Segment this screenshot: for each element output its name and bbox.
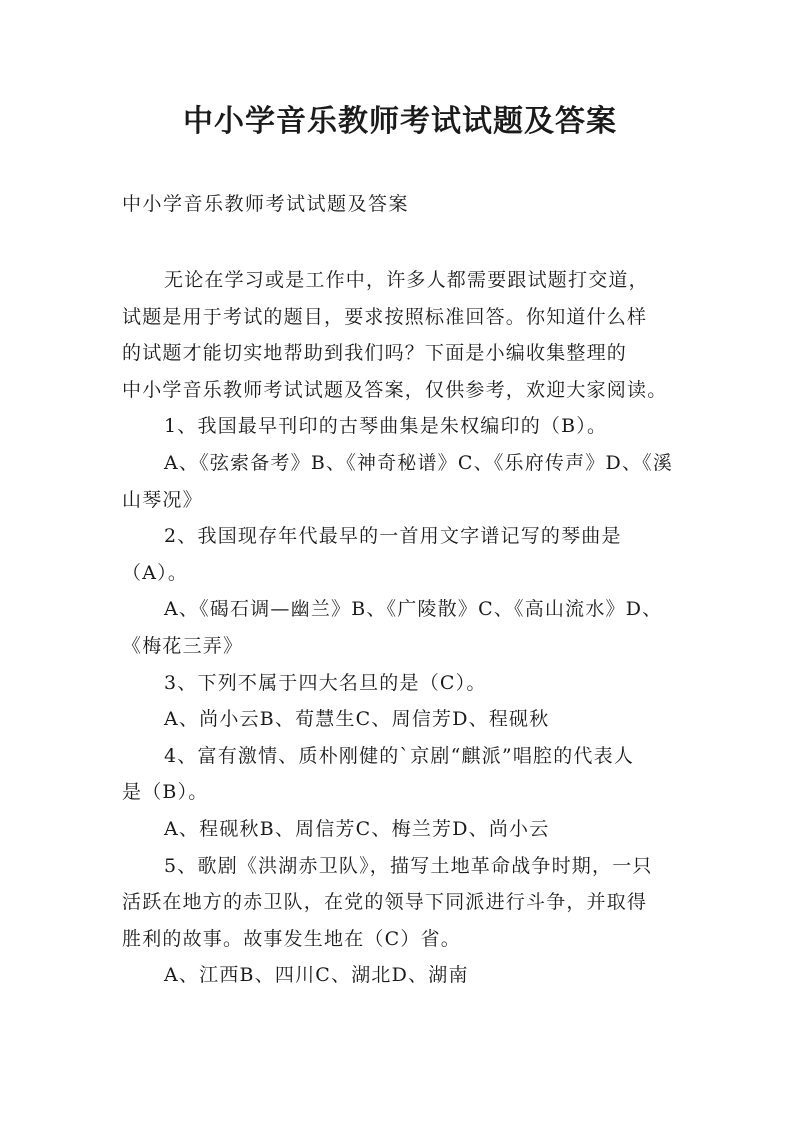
question-1: 1、我国最早刊印的古琴曲集是朱权编印的（B）。 [164, 415, 608, 438]
question-3: 3、下列不属于四大名旦的是（C）。 [164, 671, 487, 694]
question-2-cont: （A）。 [122, 561, 189, 584]
question-1-options: A、《弦索备考》B、《神奇秘谱》C、《乐府传声》D、《溪 [164, 451, 674, 474]
question-2-options-cont: 《梅花三弄》 [122, 634, 244, 657]
question-4: 4、富有激情、质朴刚健的`京剧“麒派”唱腔的代表人 [164, 744, 635, 767]
question-5-cont: 活跃在地方的赤卫队，在党的领导下同派进行斗争，并取得 [122, 891, 648, 914]
question-5: 5、歌剧《洪湖赤卫队》，描写土地革命战争时期，一只 [164, 854, 653, 877]
question-2: 2、我国现存年代最早的一首用文字谱记写的琴曲是 [164, 525, 622, 548]
question-5-options: A、江西B、四川C、湖北D、湖南 [164, 964, 469, 987]
document-body [122, 262, 692, 994]
question-4-cont: 是（B）。 [122, 781, 209, 804]
body-line: 的试题才能切实地帮助到我们吗？下面是小编收集整理的 [122, 342, 628, 365]
body-line: 无论在学习或是工作中，许多人都需要跟试题打交道， [164, 269, 649, 291]
question-5-cont: 胜利的故事。故事发生地在（C）省。 [122, 927, 461, 950]
question-1-options-cont: 山琴况》 [122, 488, 203, 511]
body-line: 中小学音乐教师考试试题及答案，仅供参考，欢迎大家阅读。 [122, 378, 668, 401]
question-3-options: A、尚小云B、荀慧生C、周信芳D、程砚秋 [164, 708, 550, 731]
document-subtitle: 中小学音乐教师考试试题及答案 [122, 193, 410, 215]
question-4-options: A、程砚秋B、周信芳C、梅兰芳D、尚小云 [164, 817, 550, 840]
document-title: 中小学音乐教师考试试题及答案 [183, 104, 617, 139]
question-2-options: A、《碣石调—幽兰》B、《广陵散》C、《高山流水》D、 [164, 598, 663, 621]
body-line: 试题是用于考试的题目，要求按照标准回答。你知道什么样 [122, 305, 648, 328]
